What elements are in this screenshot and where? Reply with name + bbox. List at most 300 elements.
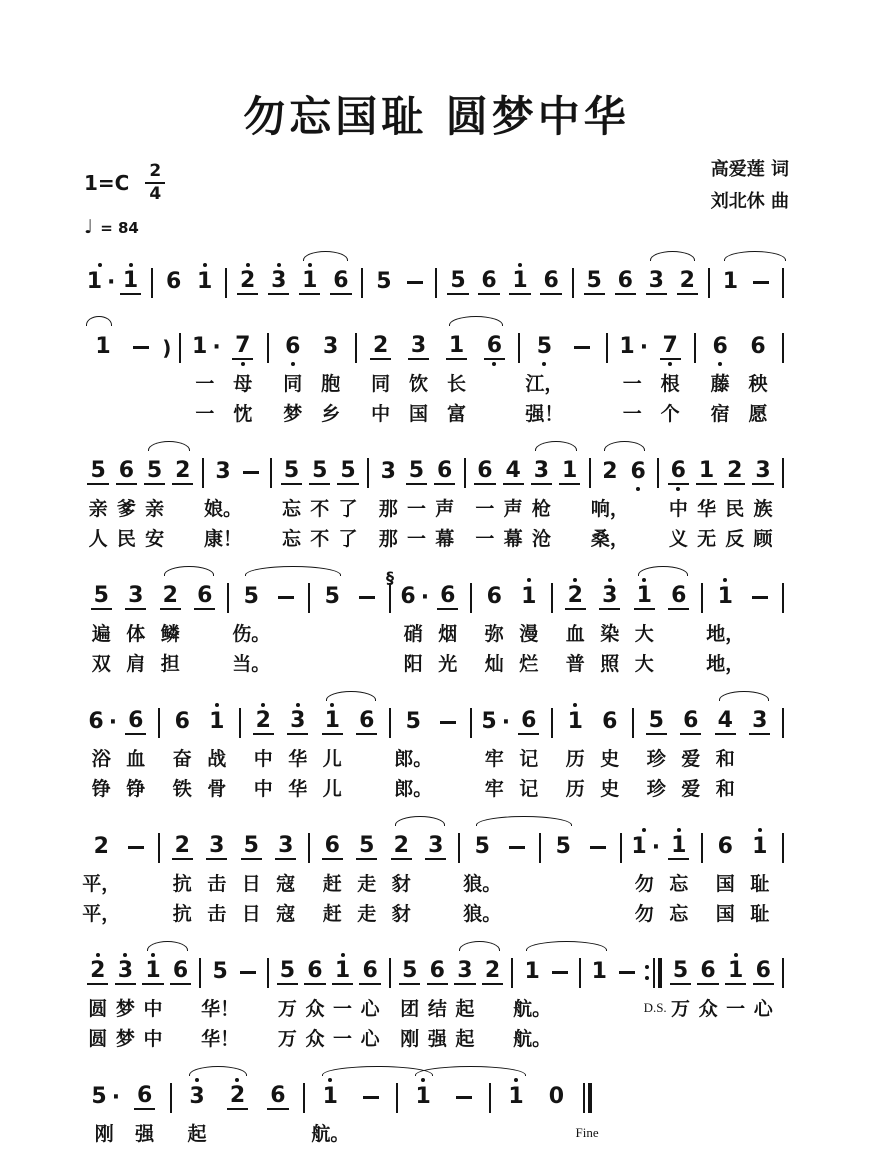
octave-dot-above <box>235 1078 239 1082</box>
note-row <box>158 835 160 861</box>
note-number: 5 <box>474 834 490 860</box>
note-number: 6 <box>174 709 190 735</box>
note-row <box>87 960 108 986</box>
octave-dot-below-slot <box>384 736 396 743</box>
barline <box>356 261 368 303</box>
note-row <box>172 460 193 486</box>
note-number: 1 <box>521 584 537 610</box>
lyric-line1: 儿 <box>322 748 342 771</box>
note-cell <box>396 951 424 1053</box>
lyric-line2: 民 <box>116 528 136 551</box>
barline-stroke <box>551 708 553 738</box>
note-cell <box>496 1076 536 1148</box>
lyric-line2: 铮 <box>91 778 111 801</box>
lyric-line2: 日 <box>241 903 261 926</box>
barline-stroke <box>470 583 472 613</box>
octave-dot-below-slot <box>593 736 628 743</box>
octave-dot-below-slot <box>258 1111 298 1118</box>
note-row <box>484 335 505 361</box>
note-number: 3 <box>752 460 773 485</box>
note-row <box>278 585 294 611</box>
note-number: 6 <box>668 460 689 485</box>
lyric-line2 <box>237 523 265 553</box>
note-cell <box>115 261 146 303</box>
lyric-line1 <box>269 618 304 648</box>
lyric-line1 <box>384 993 396 1023</box>
lyric-line1: 航。 <box>311 1123 350 1146</box>
note-row <box>406 460 427 486</box>
note-cell <box>558 576 593 678</box>
octave-dot-below-slot <box>546 736 558 743</box>
note-cell <box>263 261 294 303</box>
note-cell <box>505 261 536 303</box>
barline <box>601 326 613 428</box>
octave-dot-below-slot <box>165 1111 177 1118</box>
barline <box>652 451 664 553</box>
note-row <box>225 270 227 296</box>
barline-stroke <box>782 708 784 738</box>
lyric-line2: 烂 <box>519 653 539 676</box>
lyric-line2 <box>265 523 277 553</box>
note-row <box>241 585 262 611</box>
octave-dot-below-slot <box>546 611 558 618</box>
note-cell <box>471 451 499 553</box>
barline <box>777 451 789 553</box>
repeat-thin-bar <box>653 958 655 988</box>
barline <box>777 951 789 1053</box>
lyric-line2: 安 <box>145 528 165 551</box>
lyric-line1 <box>303 868 315 898</box>
barline-stroke <box>464 458 466 488</box>
note-row <box>85 710 117 736</box>
barline-stroke <box>389 708 391 738</box>
note-number: 6 <box>615 270 636 295</box>
lyric-line1 <box>237 493 265 523</box>
octave-dot-below-slot <box>84 736 119 743</box>
lyric-line1: 娘。 <box>204 498 243 521</box>
note-row <box>599 460 620 486</box>
octave-dot-below-slot <box>596 486 624 493</box>
note-number: 2 <box>160 585 181 610</box>
lyric-line1 <box>84 368 122 398</box>
lyric-line2 <box>122 398 160 428</box>
note-row <box>396 1085 398 1111</box>
note-cell <box>556 451 584 553</box>
note-cell <box>310 1076 350 1148</box>
barline <box>567 261 579 303</box>
note-cell <box>527 451 555 553</box>
note-row <box>237 270 258 296</box>
barline-stroke <box>435 268 437 298</box>
octave-dot-below-slot <box>177 1111 217 1118</box>
octave-dot-below-slot <box>777 611 789 618</box>
lyric-line1: 赶 <box>322 873 342 896</box>
octave-dot-below-slot <box>613 361 651 368</box>
note-number: 6 <box>602 709 618 735</box>
tie-arc <box>724 251 786 261</box>
lyric-line1: 战 <box>207 748 227 771</box>
lyric-line1 <box>777 493 789 523</box>
note-number: 6 <box>753 960 774 985</box>
system-3 <box>84 440 789 553</box>
lyric-line1: 耻 <box>750 873 770 896</box>
note-number: 5 <box>212 959 228 985</box>
note-cell <box>153 576 188 678</box>
octave-dot-below-slot <box>325 296 356 303</box>
octave-dot-above <box>123 953 127 957</box>
note-cell <box>200 701 235 803</box>
note-cell <box>667 951 695 1053</box>
note-cell <box>224 326 262 428</box>
repeat-dot <box>645 976 649 980</box>
octave-dot-below-slot <box>546 986 574 993</box>
note-row <box>304 960 325 986</box>
note-number: 1 <box>322 1084 338 1110</box>
note-cell <box>84 576 119 678</box>
barline-stroke <box>227 583 229 613</box>
lyric-line2 <box>624 523 652 553</box>
note-row <box>553 835 574 861</box>
lyric-line1: 牢 <box>484 748 504 771</box>
slur-arc <box>147 941 188 951</box>
repeat-thick-bar <box>658 958 662 988</box>
note-number: 6 <box>427 960 448 985</box>
lyric-line2: 地， <box>706 653 745 676</box>
note-row <box>425 835 446 861</box>
note-row <box>308 835 310 861</box>
octave-dot-below-slot <box>477 611 512 618</box>
note-cell <box>165 826 200 928</box>
lyric-line1 <box>443 1118 483 1148</box>
octave-dot-below-slot <box>692 486 720 493</box>
octave-dot-below-slot <box>281 736 316 743</box>
note-cell <box>477 576 512 678</box>
note-row <box>179 335 181 361</box>
sustain-dash-stroke <box>359 596 375 599</box>
lyric-line1: 爱 <box>681 748 701 771</box>
octave-dot-below-slot <box>641 986 667 993</box>
note-row <box>125 710 146 736</box>
barline <box>777 576 789 678</box>
barline-stroke <box>170 1083 172 1113</box>
barline-stroke <box>782 833 784 863</box>
barline-stroke <box>694 333 696 363</box>
note-row <box>572 270 574 296</box>
octave-dot-below-slot <box>584 486 596 493</box>
lyric-line2: 华 <box>288 778 308 801</box>
octave-dot-below-slot <box>479 986 507 993</box>
note-number: 6 <box>717 834 733 860</box>
lyric-line1: 民 <box>725 498 745 521</box>
octave-dot-below-slot <box>84 986 112 993</box>
barline-stroke <box>539 833 541 863</box>
octave-dot-above <box>608 578 612 582</box>
lyric-line1: 饮 <box>409 373 429 396</box>
slur-arc <box>189 1066 247 1076</box>
octave-dot-below-slot <box>315 736 350 743</box>
note-row <box>620 835 622 861</box>
lyric-line2 <box>84 398 122 428</box>
note-cell <box>536 261 567 303</box>
octave-dot-below-slot <box>234 986 262 993</box>
note-cell <box>139 951 167 1053</box>
note-cell <box>479 951 507 1053</box>
note-cell <box>451 951 479 1053</box>
octave-dot-above-slot <box>743 576 778 585</box>
note-number: 6 <box>125 710 146 735</box>
song-title: 勿忘国耻 圆梦中华 <box>243 92 630 141</box>
system-7 <box>84 940 789 1053</box>
octave-dot-below-slot <box>475 361 513 368</box>
lyric-line2 <box>362 523 374 553</box>
note-number: 5 <box>241 835 262 860</box>
note-row <box>677 270 698 296</box>
octave-dot-below-slot <box>664 486 692 493</box>
lyric-line1 <box>258 1118 298 1148</box>
octave-dot-above-slot <box>443 1076 483 1085</box>
octave-dot-below-slot <box>197 486 209 493</box>
note-number: 6 <box>486 584 502 610</box>
note-row <box>363 1085 379 1111</box>
octave-dot-above-slot <box>351 1076 391 1085</box>
lyric-line2 <box>627 773 639 803</box>
lyric-line1: 狼。 <box>463 873 502 896</box>
lyric-line1 <box>265 493 277 523</box>
lyric-line1 <box>153 868 165 898</box>
octave-dot-above <box>296 703 300 707</box>
note-row <box>668 835 689 861</box>
note-row <box>531 460 552 486</box>
lyric-line1 <box>419 868 454 898</box>
note-row <box>84 270 116 296</box>
note-row <box>680 710 701 736</box>
octave-dot-below-slot <box>424 986 452 993</box>
lyric-line2: 当。 <box>232 653 271 676</box>
sustain-dash-stroke <box>456 1096 472 1099</box>
note-number: 5 <box>376 269 392 295</box>
octave-dot-below-slot <box>84 611 119 618</box>
lyric-line2: 击 <box>207 903 227 926</box>
note-cell <box>188 576 223 678</box>
barline <box>615 826 627 928</box>
note-row <box>308 585 310 611</box>
note-cell <box>593 576 628 678</box>
note-cell <box>84 261 115 303</box>
octave-dot-below-slot <box>362 486 374 493</box>
octave-dot-below-slot <box>402 486 430 493</box>
lyric-line1 <box>350 743 385 773</box>
lyric-line2: 历 <box>565 778 585 801</box>
barline <box>384 701 396 803</box>
octave-dot-below <box>542 362 546 366</box>
credits <box>711 154 789 217</box>
note-row <box>503 460 524 486</box>
note-row <box>440 710 456 736</box>
note-cell <box>424 951 452 1053</box>
lyric-line1: 体 <box>126 623 146 646</box>
slur-arc <box>303 251 348 261</box>
lyric-line1 <box>777 993 789 1023</box>
time-signature <box>145 162 165 203</box>
note-number: 1 <box>559 460 580 485</box>
octave-dot-below-slot <box>558 736 593 743</box>
note-row <box>356 835 377 861</box>
lyric-line1: 浴 <box>91 748 111 771</box>
barline-stroke <box>199 958 201 988</box>
note-row <box>151 270 153 296</box>
octave-dot-below-slot <box>442 296 473 303</box>
note-cell <box>325 261 356 303</box>
lyric-line1: 地， <box>706 623 745 646</box>
octave-dot-below-slot <box>627 611 662 618</box>
note-number: 1 <box>524 959 540 985</box>
lyric-line1 <box>169 493 197 523</box>
note-cell <box>186 326 224 428</box>
lyric-line1 <box>197 493 209 523</box>
octave-dot-below-slot <box>567 296 579 303</box>
note-row <box>186 1085 207 1111</box>
lyric-line2: 一 <box>475 528 495 551</box>
octave-dot-below-slot <box>298 1111 310 1118</box>
lyric-line1: 族 <box>753 498 773 521</box>
note-number: 1 <box>631 834 647 860</box>
lyric-line2: 一 <box>406 528 426 551</box>
note-number: 6 <box>134 1085 155 1110</box>
note-number: 5 <box>536 334 552 360</box>
note-number: 6 <box>330 270 351 295</box>
octave-dot-below-slot <box>518 986 546 993</box>
slur-arc <box>326 691 377 701</box>
lyric-line1: 伤。 <box>232 623 271 646</box>
octave-dot-below-slot <box>451 986 479 993</box>
tempo-marking <box>84 216 165 238</box>
note-row <box>330 270 351 296</box>
note-row <box>753 960 774 986</box>
barline-stroke <box>308 833 310 863</box>
note-row <box>322 710 343 736</box>
note-cell <box>232 261 263 303</box>
barline-stroke <box>782 268 784 298</box>
lyric-line1: 中 <box>143 998 163 1021</box>
note-number: 3 <box>189 1084 205 1110</box>
note-cell <box>431 451 459 553</box>
sustain-dash-stroke <box>619 971 635 974</box>
note-number: 3 <box>275 835 296 860</box>
note-row <box>189 335 221 361</box>
lyric-line1 <box>777 368 789 398</box>
lyric-line2: 儿 <box>322 778 342 801</box>
note-row <box>579 960 581 986</box>
note-row <box>361 270 363 296</box>
note-number: 2 <box>237 270 258 295</box>
barline-stroke <box>518 333 520 363</box>
lyric-line2 <box>584 523 596 553</box>
octave-dot-below-slot <box>667 986 695 993</box>
lyric-line2: 寇 <box>276 903 296 926</box>
barline <box>534 826 546 928</box>
octave-dot-below-slot <box>558 611 593 618</box>
note-row <box>194 270 215 296</box>
octave-dot-below-slot <box>500 861 535 868</box>
octave-dot-below-slot <box>158 296 189 303</box>
lyric-line2 <box>546 773 558 803</box>
note-number: 5 <box>447 270 468 295</box>
note-row <box>125 585 146 611</box>
lyric-line2: 乡 <box>321 403 341 426</box>
note-row <box>162 335 171 361</box>
lyric-line2 <box>694 1023 722 1053</box>
lyric-line1: 寇 <box>276 873 296 896</box>
lyric-line2 <box>777 523 789 553</box>
note-cell <box>274 326 312 428</box>
octave-dot-below-slot <box>246 736 281 743</box>
octave-dot-below-slot <box>556 486 584 493</box>
note-row <box>227 585 229 611</box>
note-cell <box>362 326 400 428</box>
note-cell <box>743 701 778 803</box>
lyric-line1: 漫 <box>519 623 539 646</box>
lyric-line2: 梦 <box>283 403 303 426</box>
octave-dot-above-slot <box>122 326 160 335</box>
lyric-line2: 记 <box>519 778 539 801</box>
lyric-line1: 染 <box>600 623 620 646</box>
slur-arc <box>395 816 446 826</box>
note-number: 5 <box>144 460 165 485</box>
repeat-dots <box>645 958 649 988</box>
octave-dot-below-slot <box>350 736 385 743</box>
lyric-line1 <box>627 743 639 773</box>
lyric-line1 <box>496 1118 536 1148</box>
lyric-line2: 众 <box>305 1028 325 1051</box>
lyric-line2 <box>188 648 223 678</box>
lyric-line1: 胞 <box>321 373 341 396</box>
note-number: 6 <box>356 710 377 735</box>
sustain-dash-stroke <box>440 721 456 724</box>
note-number: 6 <box>359 960 380 985</box>
note-cell <box>246 701 281 803</box>
octave-dot-below-slot <box>384 611 396 618</box>
note-row <box>389 960 391 986</box>
octave-dot-above <box>308 263 312 267</box>
tie-paren <box>160 326 174 428</box>
octave-dot-below-slot <box>217 1111 257 1118</box>
lyric-line2 <box>581 898 616 928</box>
lyric-line1 <box>479 993 507 1023</box>
note-number: 5 <box>356 835 377 860</box>
lyric-line2: 铁 <box>172 778 192 801</box>
note-row <box>268 270 289 296</box>
lyric-line2: 刚 <box>400 1028 420 1051</box>
final-thin-bar <box>583 1083 585 1113</box>
quarter-note-icon: ♩ <box>84 215 93 238</box>
octave-dot-below-slot <box>496 1111 536 1118</box>
lyric-line1 <box>475 368 513 398</box>
note-row <box>355 335 357 361</box>
lyric-line2: 担 <box>160 653 180 676</box>
note-row <box>303 1085 305 1111</box>
note-cell <box>651 326 689 428</box>
note-cell <box>546 826 581 928</box>
octave-dot-below-slot <box>438 361 476 368</box>
octave-dot-above <box>96 953 100 957</box>
note-number: 2 <box>677 270 698 295</box>
note-row <box>782 270 784 296</box>
note-row <box>470 585 472 611</box>
octave-dot-above <box>758 828 762 832</box>
note-row <box>782 710 784 736</box>
note-cell <box>672 261 703 303</box>
lyric-line2 <box>350 398 362 428</box>
